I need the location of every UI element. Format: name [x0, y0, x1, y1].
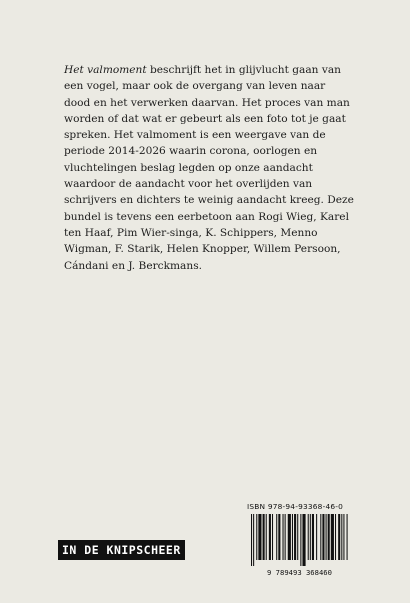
barcode-digits: 9 789493 368460 — [267, 568, 332, 577]
barcode-bar — [294, 514, 296, 560]
blurb-text: beschrijft het in glijvlucht gaan van een vogel, maar ook de overgang van leven naar dood en het verwerken daarvan. Het proces van man worden of dat wat er gebeurt als een foto tot je gaat spreken. Het valmoment is een weergave van de periode 2014-2026 waarin corona, oorlogen en vluchtelingen beslag legden op onze aandacht waardoor de aandacht voor het overlijden van schrijvers en dichters te weinig aandacht kreeg. Deze bundel is tevens een eerbetoon aan Rogi Wieg, Karel ten Haaf, Pim Wier-singa, K. Schippers, Menno Wigman, F. Starik, Helen Knopper, Willem Persoon, Cándani en J. Berckmans. — [64, 64, 354, 272]
barcode-bar — [269, 514, 271, 560]
barcode-bar — [272, 514, 273, 560]
barcode-bar — [300, 514, 301, 566]
barcode-bar — [308, 514, 309, 560]
barcode-bar — [331, 514, 334, 560]
barcode-bars — [251, 514, 348, 566]
barcode-bar — [297, 514, 298, 560]
barcode-bar — [266, 514, 267, 560]
barcode-bar — [256, 514, 257, 560]
barcode-bar — [278, 514, 280, 560]
barcode-bar — [285, 514, 286, 560]
barcode-bar — [253, 514, 254, 566]
barcode-bar — [343, 514, 344, 560]
barcode-bar — [326, 514, 327, 560]
barcode-bar — [283, 514, 284, 560]
barcode-bar — [251, 514, 252, 566]
barcode-bar — [276, 514, 277, 560]
barcode-bar — [322, 514, 324, 560]
isbn-barcode-block — [247, 502, 352, 578]
barcode-bar — [341, 514, 342, 560]
barcode-bar — [310, 514, 311, 560]
back-cover-blurb — [64, 62, 354, 274]
barcode-bar — [288, 514, 291, 560]
barcode-bar — [302, 514, 305, 566]
barcode — [247, 514, 352, 578]
publisher-logo — [58, 540, 185, 560]
publisher-logo-text: IN DE KNIPSCHEER — [62, 543, 181, 557]
barcode-bar — [328, 514, 330, 560]
barcode-bar — [335, 514, 336, 560]
barcode-bar — [312, 514, 314, 560]
barcode-bar — [338, 514, 340, 560]
book-title-italic: Het valmoment — [64, 64, 147, 76]
barcode-bar — [263, 514, 265, 560]
barcode-bar — [292, 514, 293, 560]
barcode-bar — [320, 514, 321, 560]
isbn-label: ISBN 978-94-93368-46-0 — [247, 502, 344, 511]
barcode-bar — [316, 514, 317, 560]
barcode-bar — [347, 514, 348, 560]
barcode-bar — [258, 514, 261, 560]
